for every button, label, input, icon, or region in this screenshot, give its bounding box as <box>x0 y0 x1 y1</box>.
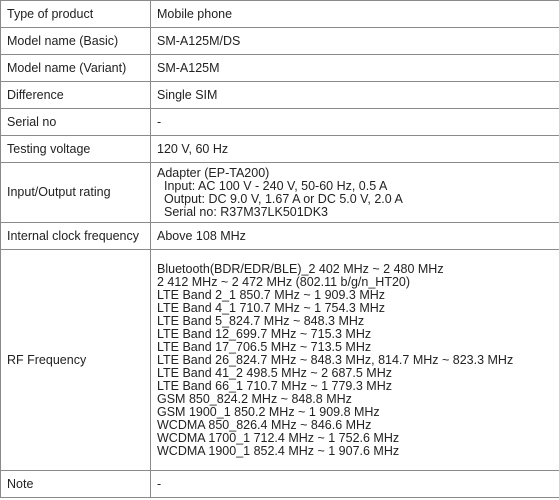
row-label: Input/Output rating <box>1 163 151 223</box>
row-label: Note <box>1 471 151 498</box>
value-line: Adapter (EP-TA200) <box>157 165 270 180</box>
value-line: LTE Band 41_2 498.5 MHz ~ 2 687.5 MHz <box>157 365 392 380</box>
value-line: Serial no: R37M37LK501DK3 <box>164 204 328 219</box>
table-row <box>1 250 559 471</box>
table-row <box>1 223 559 250</box>
table-row <box>1 28 559 55</box>
row-value: SM-A125M <box>151 55 559 82</box>
row-label: Model name (Basic) <box>1 28 151 55</box>
table-row <box>1 163 559 223</box>
row-value: SM-A125M/DS <box>151 28 559 55</box>
value-line: WCDMA 1900_1 852.4 MHz ~ 1 907.6 MHz <box>157 443 400 458</box>
row-label: Serial no <box>1 109 151 136</box>
table-row <box>1 136 559 163</box>
value-line: LTE Band 66_1 710.7 MHz ~ 1 779.3 MHz <box>157 378 392 393</box>
row-label: Internal clock frequency <box>1 223 151 250</box>
table-row <box>1 109 559 136</box>
value-line: LTE Band 12_699.7 MHz ~ 715.3 MHz <box>157 326 372 341</box>
table-row <box>1 55 559 82</box>
row-value: - <box>151 109 559 136</box>
value-line: LTE Band 4_1 710.7 MHz ~ 1 754.3 MHz <box>157 300 386 315</box>
row-value-multiline <box>151 163 559 223</box>
row-label: Difference <box>1 82 151 109</box>
value-line: 2 412 MHz ~ 2 472 MHz (802.11 b/g/n_HT20) <box>157 274 411 289</box>
row-label: RF Frequency <box>1 250 151 471</box>
value-line: Bluetooth(BDR/EDR/BLE)_2 402 MHz ~ 2 480 MHz <box>157 261 444 276</box>
row-value: Above 108 MHz <box>151 223 559 250</box>
value-line: Output: DC 9.0 V, 1.67 A or DC 5.0 V, 2.0 A <box>164 191 403 206</box>
value-line: GSM 850_824.2 MHz ~ 848.8 MHz <box>157 391 352 406</box>
row-value: - <box>151 471 559 498</box>
value-line: LTE Band 17_706.5 MHz ~ 713.5 MHz <box>157 339 372 354</box>
row-value-multiline <box>151 250 559 471</box>
row-value: 120 V, 60 Hz <box>151 136 559 163</box>
value-line: GSM 1900_1 850.2 MHz ~ 1 909.8 MHz <box>157 404 380 419</box>
value-line: LTE Band 26_824.7 MHz ~ 848.3 MHz, 814.7 MHz ~ 823.3 MHz <box>157 352 514 367</box>
table-row <box>1 82 559 109</box>
value-line: LTE Band 5_824.7 MHz ~ 848.3 MHz <box>157 313 365 328</box>
row-label: Type of product <box>1 1 151 28</box>
value-line: Input: AC 100 V - 240 V, 50-60 Hz, 0.5 A <box>164 178 388 193</box>
row-value: Single SIM <box>151 82 559 109</box>
table-row <box>1 1 559 28</box>
row-label: Testing voltage <box>1 136 151 163</box>
row-value: Mobile phone <box>151 1 559 28</box>
value-line: WCDMA 850_826.4 MHz ~ 846.6 MHz <box>157 417 372 432</box>
row-label: Model name (Variant) <box>1 55 151 82</box>
value-line: WCDMA 1700_1 712.4 MHz ~ 1 752.6 MHz <box>157 430 400 445</box>
table-row <box>1 471 559 498</box>
value-line: LTE Band 2_1 850.7 MHz ~ 1 909.3 MHz <box>157 287 386 302</box>
